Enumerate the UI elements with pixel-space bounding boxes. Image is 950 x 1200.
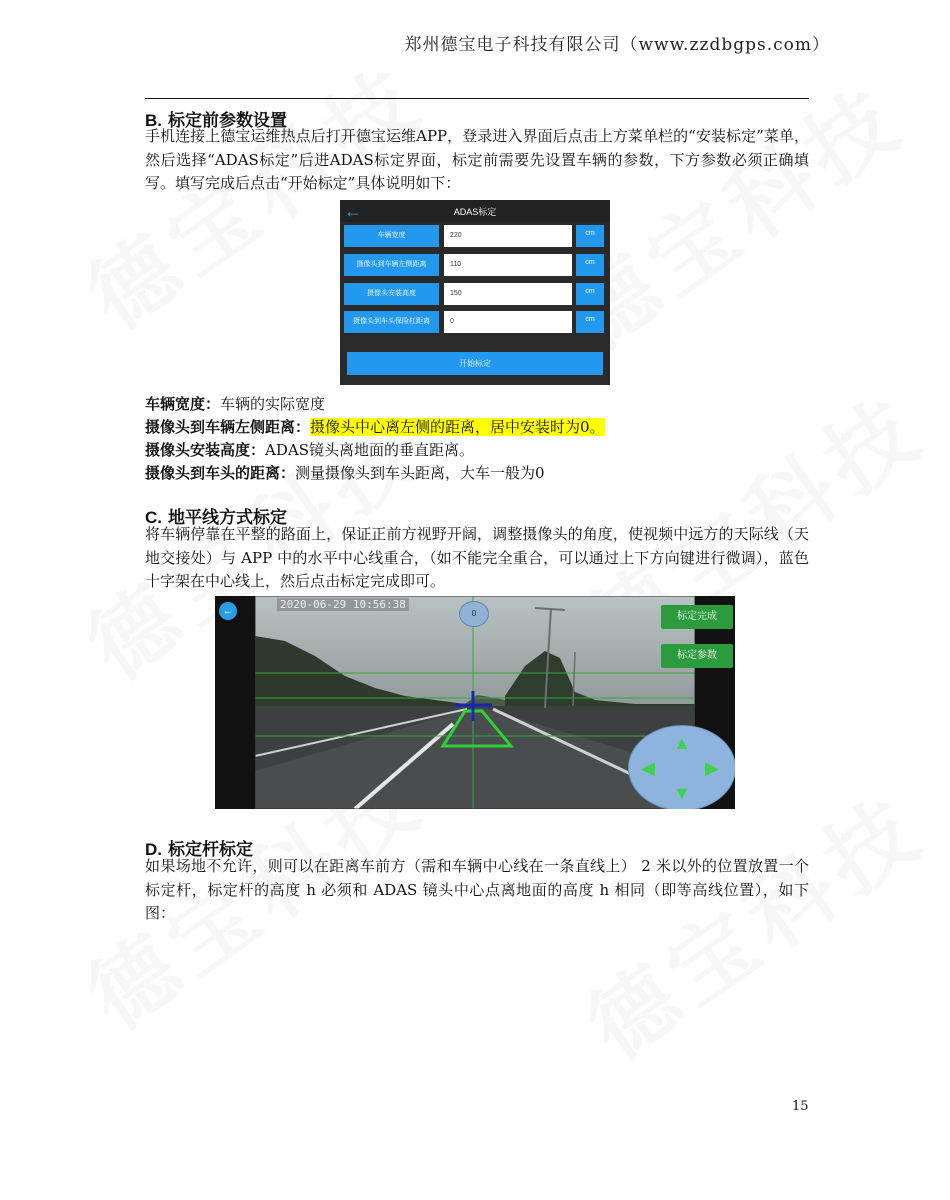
section-b-paragraph: 手机连接上德宝运维热点后打开德宝运维APP，登录进入界面后点击上方菜单栏的“安装标定”菜单，然后选择“ADAS标定”后进ADAS标定界面，标定前需要先设置车辆的参数，下方参数必须正确填写。填写完成后点击“开始标定”具体说明如下： <box>145 127 809 192</box>
vehicle-width-unit: cm <box>576 225 604 247</box>
section-c-title-text: 地平线方式标定 <box>168 508 287 528</box>
horizon-calibration-view <box>215 596 735 809</box>
adas-calibration-screen <box>340 200 610 385</box>
calibration-params-button[interactable]: 标定参数 <box>661 644 733 668</box>
camera-left-distance-unit: cm <box>576 254 604 276</box>
section-c-letter: C. <box>145 508 162 527</box>
definition-term: 摄像头安装高度： <box>145 441 266 459</box>
definition-desc: 车辆的实际宽度 <box>220 395 326 413</box>
back-arrow-icon[interactable]: ← <box>219 602 237 620</box>
adjust-counter: 0 <box>459 601 489 627</box>
section-d-title-text: 标定杆标定 <box>168 840 253 860</box>
camera-bumper-distance-unit: cm <box>576 311 604 333</box>
camera-left-distance-row <box>344 254 606 276</box>
section-d-letter: D. <box>145 840 162 859</box>
camera-bumper-distance-input[interactable]: 0 <box>444 311 572 333</box>
definition-desc-highlighted: 摄像头中心离左侧的距离，居中安装时为0。 <box>310 418 605 436</box>
definition-camera-front-distance <box>145 462 545 483</box>
camera-height-row <box>344 283 606 305</box>
definition-desc: ADAS镜头离地面的垂直距离。 <box>265 441 474 459</box>
section-b-letter: B. <box>145 111 162 130</box>
definition-camera-left-distance <box>145 416 605 437</box>
video-timestamp: 2020-06-29 10:56:38 <box>277 598 409 611</box>
header-divider <box>145 98 809 99</box>
page-header: 郑州德宝电子科技有限公司（www.zzdbgps.com） <box>404 35 830 55</box>
arrow-left-icon[interactable]: ◀ <box>641 758 655 778</box>
camera-height-label: 摄像头安装高度 <box>344 283 439 305</box>
calibration-done-button[interactable]: 标定完成 <box>661 605 733 629</box>
vehicle-width-input[interactable]: 220 <box>444 225 572 247</box>
definition-desc: 测量摄像头到车头距离，大车一般为0 <box>295 464 545 482</box>
section-d-paragraph: 如果场地不允许，则可以在距离车前方（需和车辆中心线在一条直线上） 2 米以外的位置放置一个标定杆，标定杆的高度 h 必须和 ADAS 镜头中心点离地面的高度 h 相同（即等高线位置），如下图： <box>145 857 809 922</box>
camera-left-distance-input[interactable]: 110 <box>444 254 572 276</box>
page-number: 15 <box>792 1099 809 1114</box>
vehicle-width-label: 车辆宽度 <box>344 225 439 247</box>
camera-bumper-distance-row <box>344 311 606 333</box>
definition-term: 摄像头到车头的距离： <box>145 464 296 482</box>
back-arrow-icon[interactable]: ← <box>344 201 362 221</box>
camera-height-unit: cm <box>576 283 604 305</box>
definition-term: 摄像头到车辆左侧距离： <box>145 418 311 436</box>
vehicle-width-row <box>344 225 606 247</box>
arrow-down-icon[interactable]: ▼ <box>673 783 691 803</box>
definition-vehicle-width <box>145 393 325 414</box>
left-sidebar <box>215 596 255 809</box>
phone-title: ADAS标定 <box>453 207 497 217</box>
camera-left-distance-label: 摄像头到车辆左侧距离 <box>344 254 439 276</box>
start-calibration-button[interactable]: 开始标定 <box>347 352 603 375</box>
arrow-up-icon[interactable]: ▲ <box>673 733 691 753</box>
definition-camera-height <box>145 439 474 460</box>
arrow-right-icon[interactable]: ▶ <box>705 758 719 778</box>
definition-term: 车辆宽度： <box>145 395 221 413</box>
section-c-paragraph: 将车辆停靠在平整的路面上，保证正前方视野开阔，调整摄像头的角度，使视频中远方的天际线（天地交接处）与 APP 中的水平中心线重合，（如不能完全重合，可以通过上下方向键进行微调），蓝色十字架在中心线上，然后点击标定完成即可。 <box>145 525 809 590</box>
camera-height-input[interactable]: 150 <box>444 283 572 305</box>
direction-pad[interactable] <box>628 725 735 809</box>
section-b-title-text: 标定前参数设置 <box>168 111 287 131</box>
camera-bumper-distance-label: 摄像头到车头保险杠距离 <box>344 311 439 333</box>
